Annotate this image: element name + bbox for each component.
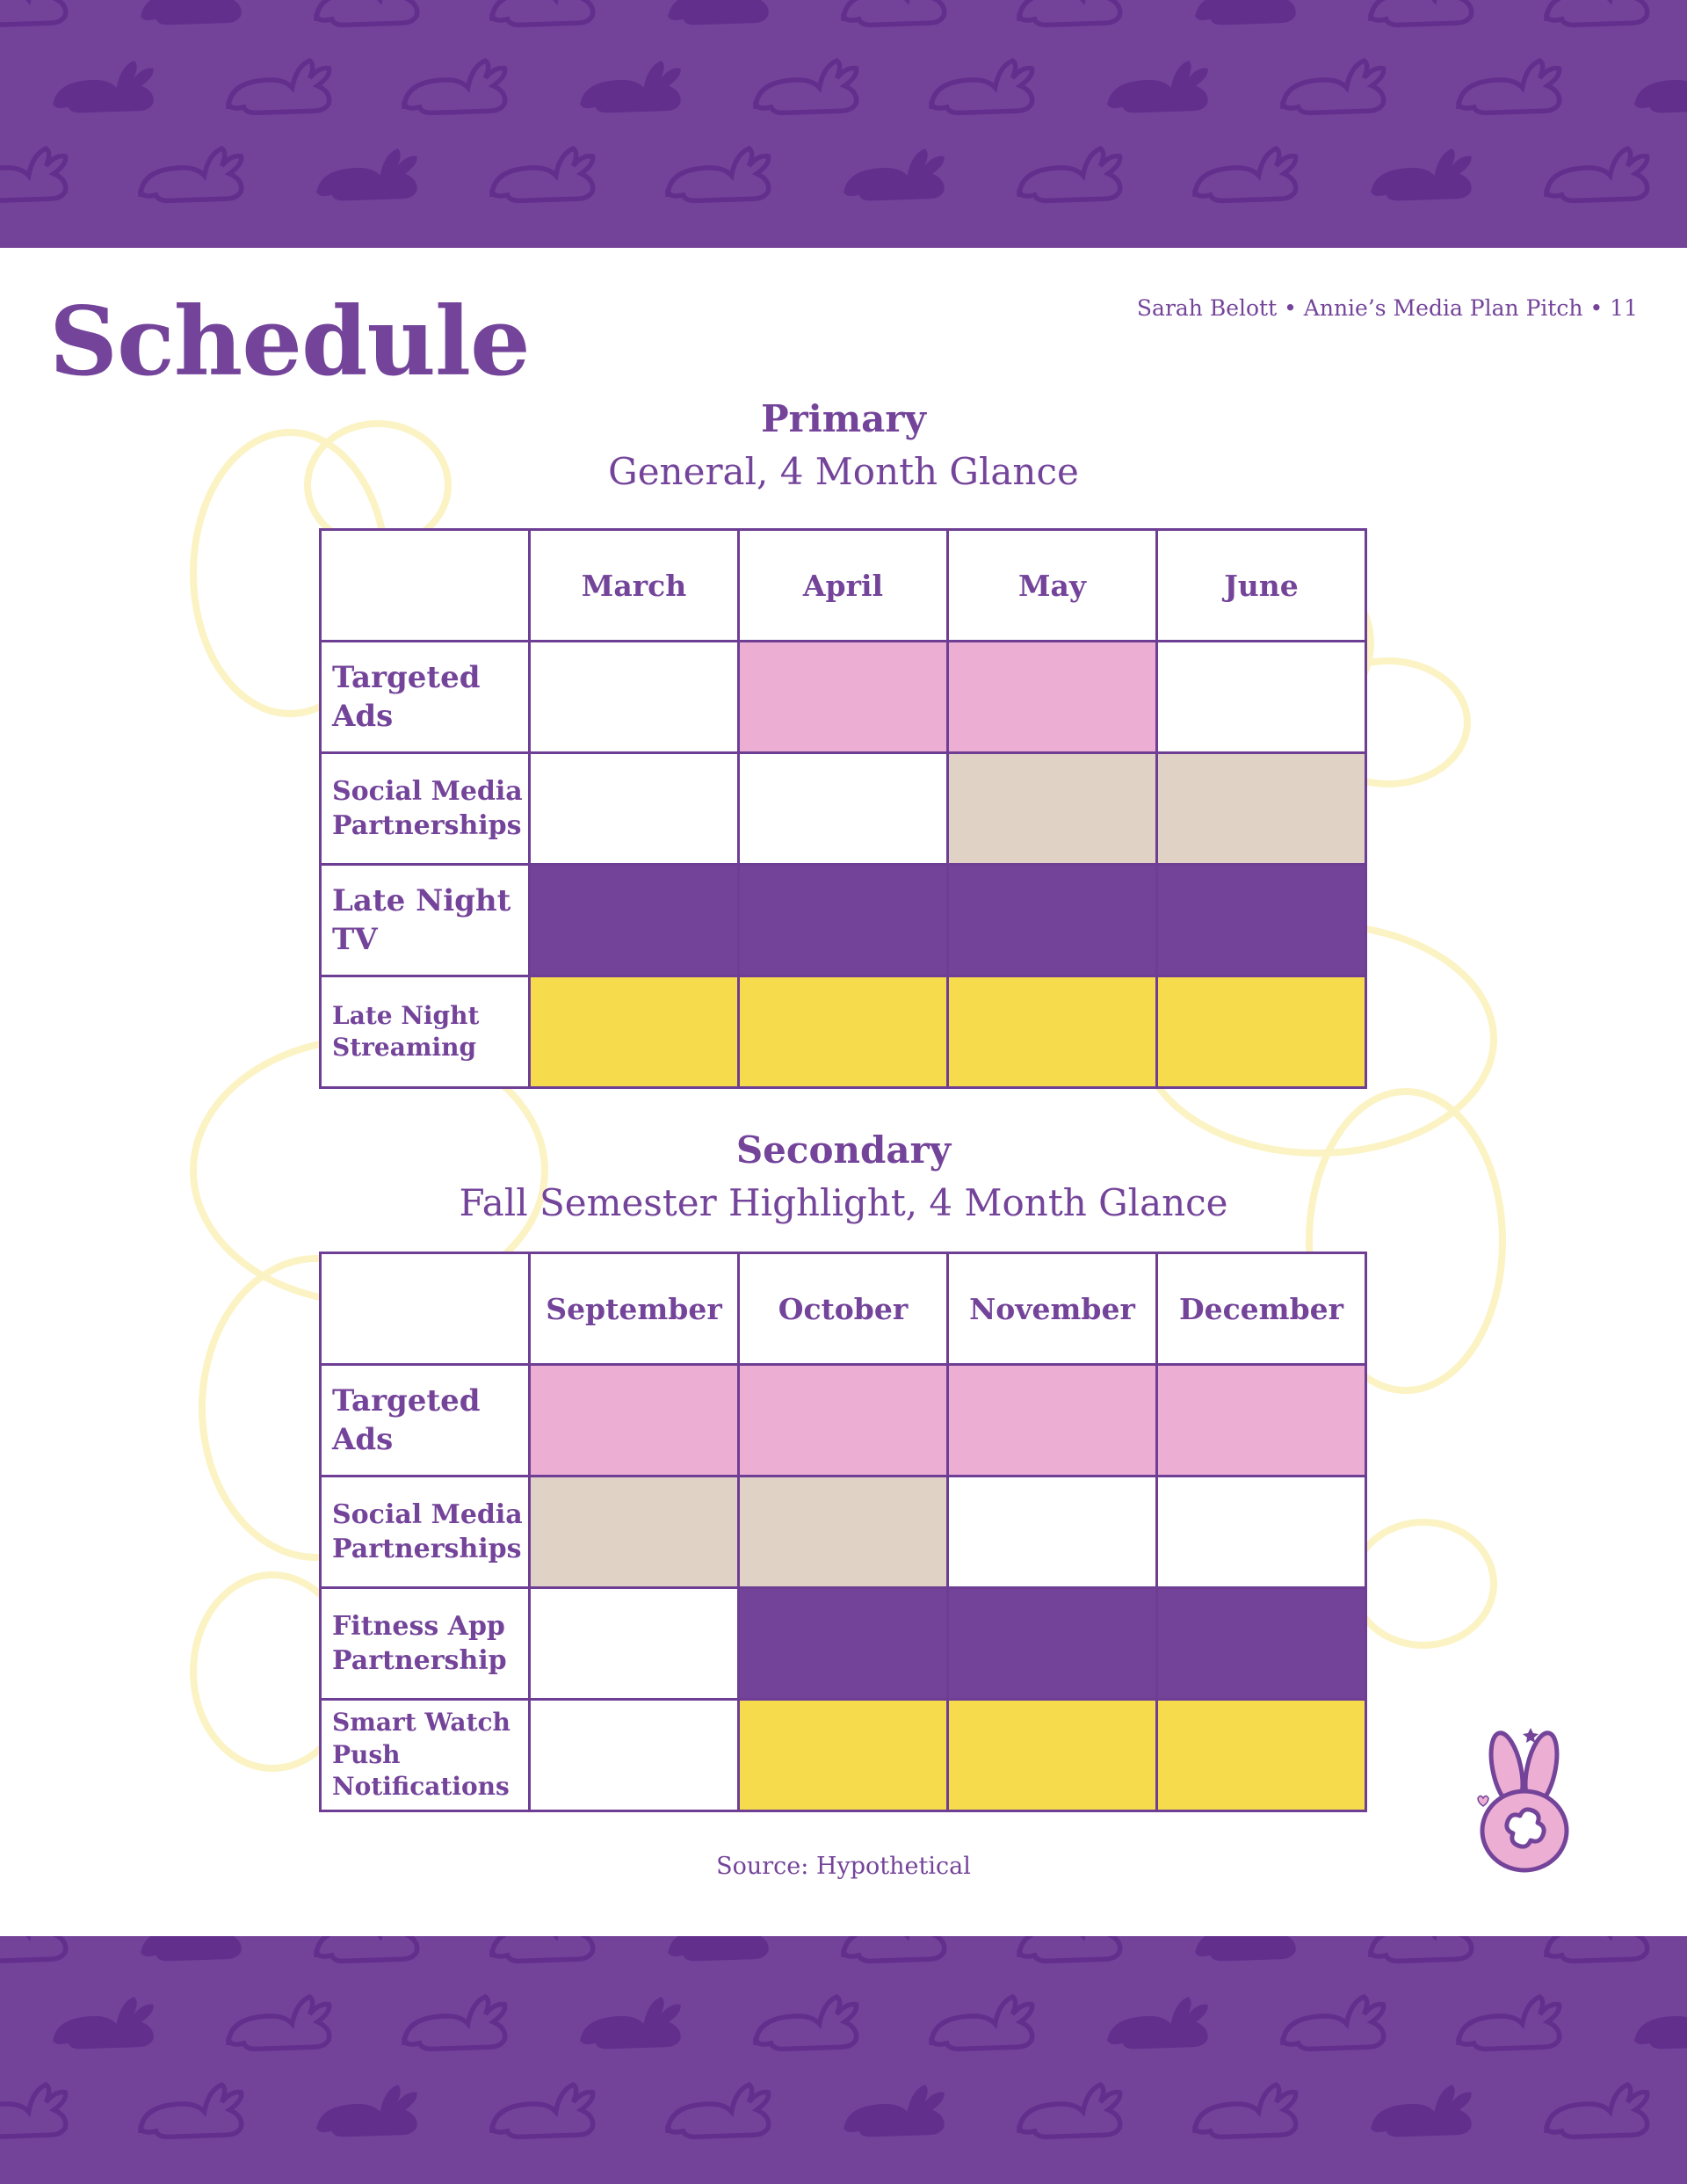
row-label: Targeted Ads bbox=[321, 642, 530, 753]
schedule-cell bbox=[739, 1477, 948, 1588]
schedule-cell bbox=[948, 1477, 1157, 1588]
table-header-row bbox=[321, 530, 1366, 642]
schedule-cell bbox=[948, 1365, 1157, 1477]
month-header: December bbox=[1157, 1253, 1366, 1365]
schedule-cell bbox=[1157, 1700, 1366, 1811]
row-label: Social Media Partnerships bbox=[321, 1477, 530, 1588]
top-banner bbox=[0, 0, 1687, 248]
schedule-cell bbox=[1157, 1588, 1366, 1700]
month-header: November bbox=[948, 1253, 1157, 1365]
schedule-cell bbox=[739, 753, 948, 865]
month-header: May bbox=[948, 530, 1157, 642]
schedule-cell bbox=[530, 865, 739, 976]
table-row bbox=[321, 1365, 1366, 1477]
bunny-pattern-icon bbox=[0, 0, 1687, 248]
table-row bbox=[321, 753, 1366, 865]
month-header: April bbox=[739, 530, 948, 642]
schedule-cell bbox=[739, 1700, 948, 1811]
row-label: Late Night Streaming bbox=[321, 976, 530, 1088]
schedule-cell bbox=[948, 1588, 1157, 1700]
row-label: Targeted Ads bbox=[321, 1365, 530, 1477]
page-title: Schedule bbox=[49, 287, 530, 397]
secondary-schedule-table bbox=[319, 1252, 1367, 1812]
table-row bbox=[321, 865, 1366, 976]
primary-schedule-table bbox=[319, 528, 1367, 1089]
schedule-cell bbox=[1157, 642, 1366, 753]
schedule-cell bbox=[530, 642, 739, 753]
schedule-cell bbox=[1157, 753, 1366, 865]
schedule-cell bbox=[739, 1365, 948, 1477]
schedule-cell bbox=[739, 976, 948, 1088]
primary-subtitle: General, 4 Month Glance bbox=[608, 450, 1079, 493]
schedule-cell bbox=[1157, 976, 1366, 1088]
table-row bbox=[321, 642, 1366, 753]
schedule-cell bbox=[530, 976, 739, 1088]
schedule-cell bbox=[739, 865, 948, 976]
page-header-meta: Sarah Belott • Annie’s Media Plan Pitch • 11 bbox=[1136, 295, 1638, 321]
table-row bbox=[321, 1477, 1366, 1588]
schedule-cell bbox=[948, 642, 1157, 753]
table-row bbox=[321, 1700, 1366, 1811]
primary-title: Primary bbox=[761, 397, 926, 440]
table-row bbox=[321, 1588, 1366, 1700]
schedule-cell bbox=[948, 1700, 1157, 1811]
secondary-title: Secondary bbox=[735, 1128, 952, 1172]
schedule-cell bbox=[948, 865, 1157, 976]
schedule-cell bbox=[530, 1477, 739, 1588]
month-header: October bbox=[739, 1253, 948, 1365]
bottom-banner bbox=[0, 1936, 1687, 2184]
table-row bbox=[321, 976, 1366, 1088]
schedule-cell bbox=[1157, 865, 1366, 976]
month-header: September bbox=[530, 1253, 739, 1365]
source-note: Source: Hypothetical bbox=[716, 1853, 971, 1880]
schedule-cell bbox=[530, 753, 739, 865]
row-label: Smart Watch Push Notifications bbox=[321, 1700, 530, 1811]
schedule-cell bbox=[948, 753, 1157, 865]
table-header-row bbox=[321, 1253, 1366, 1365]
month-header: June bbox=[1157, 530, 1366, 642]
schedule-cell bbox=[530, 1365, 739, 1477]
schedule-cell bbox=[739, 1588, 948, 1700]
schedule-cell bbox=[530, 1700, 739, 1811]
row-label: Fitness App Partnership bbox=[321, 1588, 530, 1700]
row-label: Social Media Partnerships bbox=[321, 753, 530, 865]
table-corner-cell bbox=[321, 530, 530, 642]
bunny-pattern-icon bbox=[0, 1936, 1687, 2184]
month-header: March bbox=[530, 530, 739, 642]
schedule-cell bbox=[530, 1588, 739, 1700]
bunny-tail-icon bbox=[1467, 1721, 1582, 1879]
table-corner-cell bbox=[321, 1253, 530, 1365]
schedule-cell bbox=[1157, 1477, 1366, 1588]
schedule-cell bbox=[948, 976, 1157, 1088]
schedule-cell bbox=[739, 642, 948, 753]
schedule-cell bbox=[1157, 1365, 1366, 1477]
secondary-subtitle: Fall Semester Highlight, 4 Month Glance bbox=[459, 1181, 1228, 1224]
row-label: Late Night TV bbox=[321, 865, 530, 976]
